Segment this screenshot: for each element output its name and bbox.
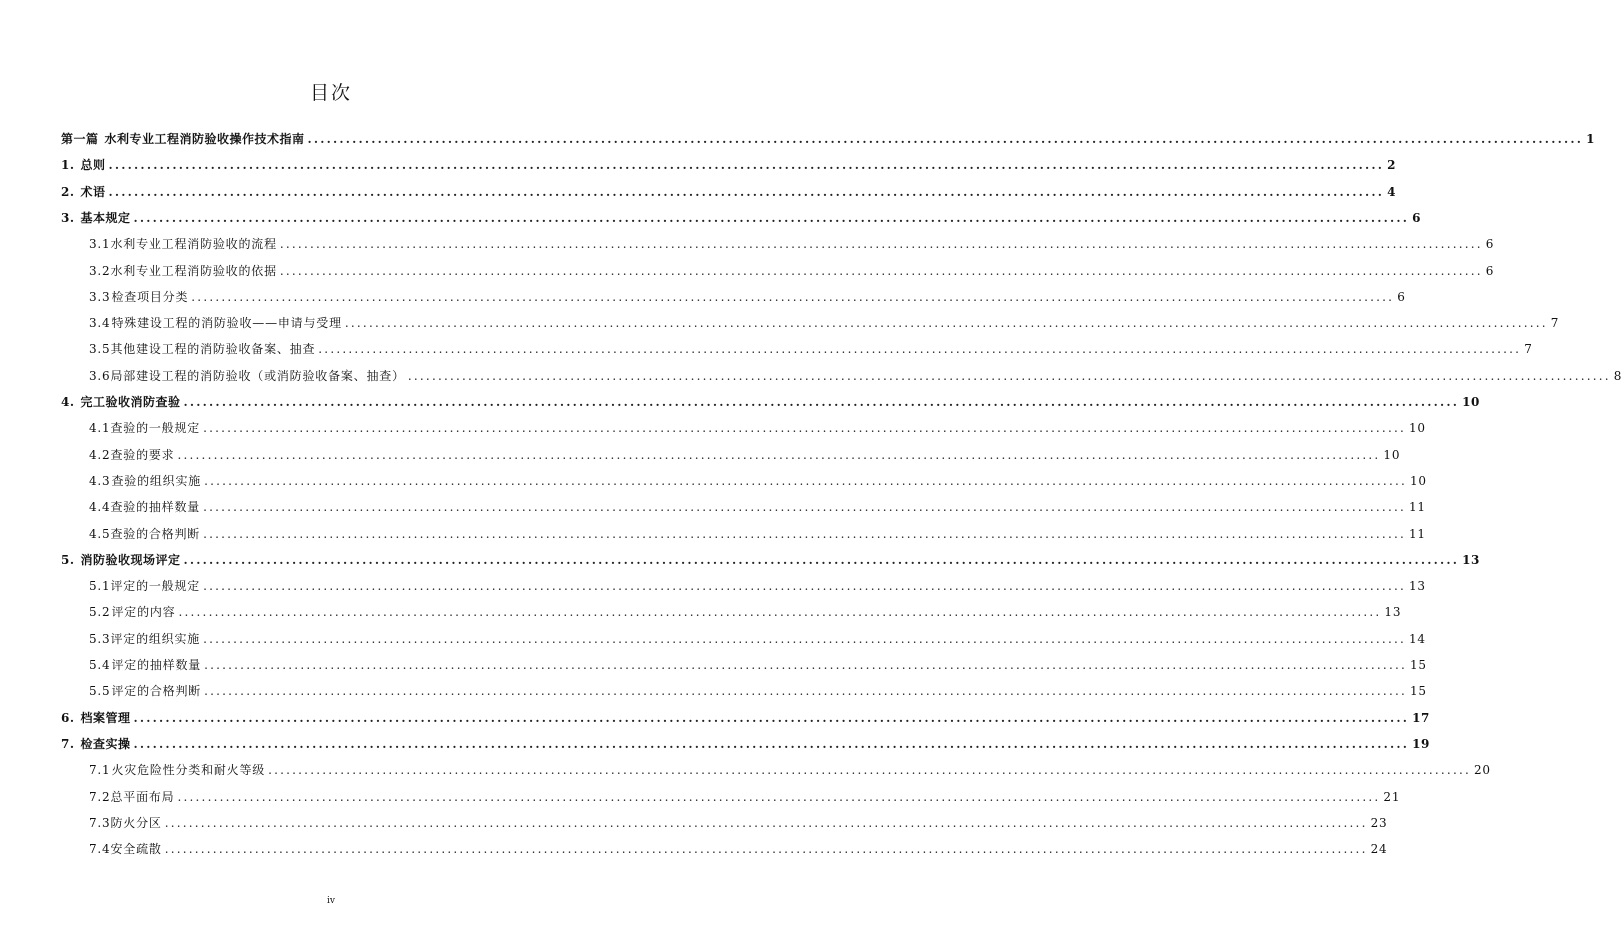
toc-entry-number: 7.4 <box>89 842 111 857</box>
toc-section-entry[interactable] <box>89 840 1388 858</box>
toc-leader-dots: ........................................................................................................................................................................................................ <box>177 789 1381 804</box>
toc-chapter-entry[interactable] <box>61 393 1480 411</box>
toc-entry-title: 查验的组织实施 <box>111 473 202 488</box>
toc-entry-title: 评定的合格判断 <box>111 684 202 699</box>
toc-section-entry[interactable] <box>89 630 1426 648</box>
toc-section-entry[interactable] <box>89 235 1495 253</box>
toc-entry-title: 评定的一般规定 <box>110 579 201 594</box>
toc-entry-number: 1. <box>61 158 75 173</box>
toc-page-number: 15 <box>1409 658 1427 672</box>
page-title: 目次 <box>309 82 352 104</box>
toc-entry-title: 总则 <box>80 158 106 173</box>
toc-entry-title: 局部建设工程的消防验收（或消防验收备案、抽查） <box>110 368 405 383</box>
toc-section-entry[interactable] <box>89 446 1401 464</box>
toc-page-number: 10 <box>1408 421 1426 436</box>
toc-chapter-entry[interactable] <box>61 551 1480 569</box>
toc-entry-title: 完工验收消防查验 <box>80 395 181 409</box>
toc-page-number: 7 <box>1550 316 1560 331</box>
toc-entry-number: 7. <box>61 736 75 751</box>
toc-entry-number: 第一篇 <box>61 132 99 146</box>
toc-entry-number: 4.2 <box>89 447 111 462</box>
toc-leader-dots: ........................................................................................................................................................................................................ <box>183 395 1460 409</box>
toc-entry-title: 评定的抽样数量 <box>111 658 202 672</box>
toc-entry-title: 水利专业工程消防验收的依据 <box>110 263 277 278</box>
toc-leader-dots: ........................................................................................................................................................................................................ <box>108 184 1385 199</box>
toc-entry-number: 5.1 <box>89 579 111 594</box>
toc-section-entry[interactable] <box>89 788 1401 806</box>
toc-page-number: 24 <box>1370 842 1388 857</box>
toc-page-number: 6 <box>1412 210 1421 225</box>
toc-page-number: 14 <box>1408 631 1426 646</box>
toc-leader-dots: ........................................................................................................................................................................................................ <box>204 658 1407 672</box>
toc-section-entry[interactable] <box>89 525 1426 543</box>
toc-page-number: 19 <box>1412 736 1430 751</box>
toc-leader-dots: ........................................................................................................................................................................................................ <box>204 473 1407 488</box>
toc-entry-title: 其他建设工程的消防验收备案、抽查 <box>110 342 316 357</box>
toc-entry-number: 3.1 <box>89 237 111 252</box>
toc-leader-dots: ........................................................................................................................................................................................................ <box>133 710 1410 725</box>
toc-entry-title: 特殊建设工程的消防验收——申请与受理 <box>111 316 342 331</box>
toc-entry-title: 档案管理 <box>80 710 131 725</box>
toc-leader-dots: ........................................................................................................................................................................................................ <box>108 158 1385 173</box>
toc-entry-number: 5.3 <box>89 631 111 646</box>
toc-page-number: 4 <box>1387 184 1396 199</box>
toc-entry-number: 3.2 <box>89 263 111 278</box>
toc-entry-title: 消防验收现场评定 <box>80 552 181 567</box>
toc-entry-number: 7.3 <box>89 815 111 830</box>
toc-entry-number: 4.3 <box>89 473 111 488</box>
toc-section-entry[interactable] <box>89 262 1495 280</box>
toc-entry-number: 4.4 <box>89 500 111 515</box>
toc-section-entry[interactable] <box>89 682 1427 700</box>
toc-entry-title: 术语 <box>80 184 106 199</box>
toc-section-entry[interactable] <box>89 367 1622 385</box>
toc-entry-title: 火灾危险性分类和耐火等级 <box>111 763 266 778</box>
toc-section-entry[interactable] <box>89 603 1402 621</box>
toc-leader-dots: ........................................................................................................................................................................................................ <box>203 579 1406 594</box>
toc-entry-title: 水利专业工程消防验收的流程 <box>110 237 277 252</box>
toc-page-number: 13 <box>1384 605 1402 620</box>
toc-section-entry[interactable] <box>89 498 1426 516</box>
toc-section-entry[interactable] <box>89 656 1427 674</box>
toc-entry-number: 5.2 <box>89 605 111 620</box>
toc-entry-number: 3. <box>61 210 75 225</box>
toc-entry-number: 6. <box>61 710 75 725</box>
toc-entry-title: 评定的组织实施 <box>110 631 201 646</box>
toc-page-number: 6 <box>1485 263 1495 278</box>
toc-section-entry[interactable] <box>89 314 1560 332</box>
toc-leader-dots: ........................................................................................................................................................................................................ <box>133 736 1410 751</box>
toc-entry-title: 检查项目分类 <box>111 289 189 304</box>
toc-leader-dots: ........................................................................................................................................................................................................ <box>133 210 1410 225</box>
toc-page-number: 20 <box>1473 763 1491 778</box>
toc-chapter-entry[interactable] <box>61 709 1430 727</box>
toc-leader-dots: ........................................................................................................................................................................................................ <box>178 605 1382 620</box>
toc-entry-title: 总平面布局 <box>110 789 175 804</box>
toc-leader-dots: ........................................................................................................................................................................................................ <box>203 421 1406 436</box>
toc-page-number: 7 <box>1524 342 1533 357</box>
toc-leader-dots: ........................................................................................................................................................................................................ <box>177 447 1381 462</box>
toc-page-number: 17 <box>1412 710 1430 725</box>
toc-chapter-entry[interactable] <box>61 183 1396 201</box>
toc-entry-number: 3.5 <box>89 342 111 357</box>
toc-entry-title: 查验的合格判断 <box>110 526 201 541</box>
toc-entry-title: 查验的要求 <box>110 447 175 462</box>
toc-leader-dots: ........................................................................................................................................................................................................ <box>203 500 1406 515</box>
toc-page-number: 13 <box>1462 552 1480 567</box>
toc-leader-dots: ........................................................................................................................................................................................................ <box>344 316 1548 331</box>
toc-section-entry[interactable] <box>89 340 1533 358</box>
toc-entry-number: 5.5 <box>89 684 111 699</box>
toc-entry-title: 检查实操 <box>80 736 131 751</box>
toc-entry-number: 3.3 <box>89 289 111 304</box>
toc-page-number: 1 <box>1586 132 1595 146</box>
toc-section-entry[interactable] <box>89 472 1427 490</box>
toc-entry-number: 5.4 <box>89 658 111 672</box>
toc-entry-number: 4.5 <box>89 526 111 541</box>
toc-page-number: 13 <box>1408 579 1426 594</box>
toc-entry-title: 查验的抽样数量 <box>110 500 201 515</box>
toc-entry-number: 3.6 <box>89 368 111 383</box>
toc-leader-dots: ........................................................................................................................................................................................................ <box>164 842 1368 857</box>
toc-leader-dots: ........................................................................................................................................................................................................ <box>318 342 1522 357</box>
toc-entry-number: 7.1 <box>89 763 111 778</box>
toc-entry-title: 基本规定 <box>80 210 131 225</box>
toc-entry-title: 查验的一般规定 <box>110 421 201 436</box>
toc-page-number: 6 <box>1485 237 1495 252</box>
toc-leader-dots: ........................................................................................................................................................................................................ <box>407 368 1611 383</box>
toc-page-number: 6 <box>1397 289 1406 304</box>
toc-leader-dots: ........................................................................................................................................................................................................ <box>191 289 1395 304</box>
toc-leader-dots: ........................................................................................................................................................................................................ <box>203 631 1406 646</box>
toc-entry-title: 安全疏散 <box>110 842 162 857</box>
toc-leader-dots: ........................................................................................................................................................................................................ <box>204 684 1407 699</box>
toc-page-number: 8 <box>1613 368 1622 383</box>
toc-leader-dots: ........................................................................................................................................................................................................ <box>307 132 1584 146</box>
toc-chapter-entry[interactable] <box>61 735 1430 753</box>
toc-leader-dots: ........................................................................................................................................................................................................ <box>268 763 1471 778</box>
toc-entry-title: 防火分区 <box>110 815 162 830</box>
toc-page-number: 10 <box>1383 447 1401 462</box>
toc-page-number: 10 <box>1462 395 1480 409</box>
toc-entry-number: 7.2 <box>89 789 111 804</box>
toc-entry-title: 水利专业工程消防验收操作技术指南 <box>104 132 305 146</box>
toc-entry-title: 评定的内容 <box>111 605 176 620</box>
toc-entry-number: 3.4 <box>89 316 111 331</box>
toc-leader-dots: ........................................................................................................................................................................................................ <box>183 552 1460 567</box>
toc-chapter-entry[interactable] <box>61 209 1421 227</box>
toc-chapter-entry[interactable] <box>61 130 1595 148</box>
toc-section-entry[interactable] <box>89 288 1406 306</box>
toc-page-number: 2 <box>1387 158 1396 173</box>
toc-entry-number: 4. <box>61 395 75 409</box>
toc-leader-dots: ........................................................................................................................................................................................................ <box>279 263 1483 278</box>
toc-leader-dots: ........................................................................................................................................................................................................ <box>279 237 1483 252</box>
toc-entry-number: 2. <box>61 184 75 199</box>
toc-leader-dots: ........................................................................................................................................................................................................ <box>164 815 1368 830</box>
toc-section-entry[interactable] <box>89 577 1426 595</box>
page-number: iv <box>327 896 335 906</box>
toc-page-number: 21 <box>1383 789 1401 804</box>
toc-chapter-entry[interactable] <box>61 156 1396 174</box>
toc-leader-dots: ........................................................................................................................................................................................................ <box>203 526 1406 541</box>
toc-entry-number: 5. <box>61 552 75 567</box>
toc-page-number: 11 <box>1408 526 1426 541</box>
toc-entry-number: 4.1 <box>89 421 111 436</box>
toc-page-number: 10 <box>1409 473 1427 488</box>
toc-section-entry[interactable] <box>89 814 1388 832</box>
toc-section-entry[interactable] <box>89 761 1491 779</box>
toc-page-number: 15 <box>1409 684 1427 699</box>
toc-page-number: 11 <box>1408 500 1426 515</box>
toc-page-number: 23 <box>1370 815 1388 830</box>
toc-section-entry[interactable] <box>89 419 1426 437</box>
